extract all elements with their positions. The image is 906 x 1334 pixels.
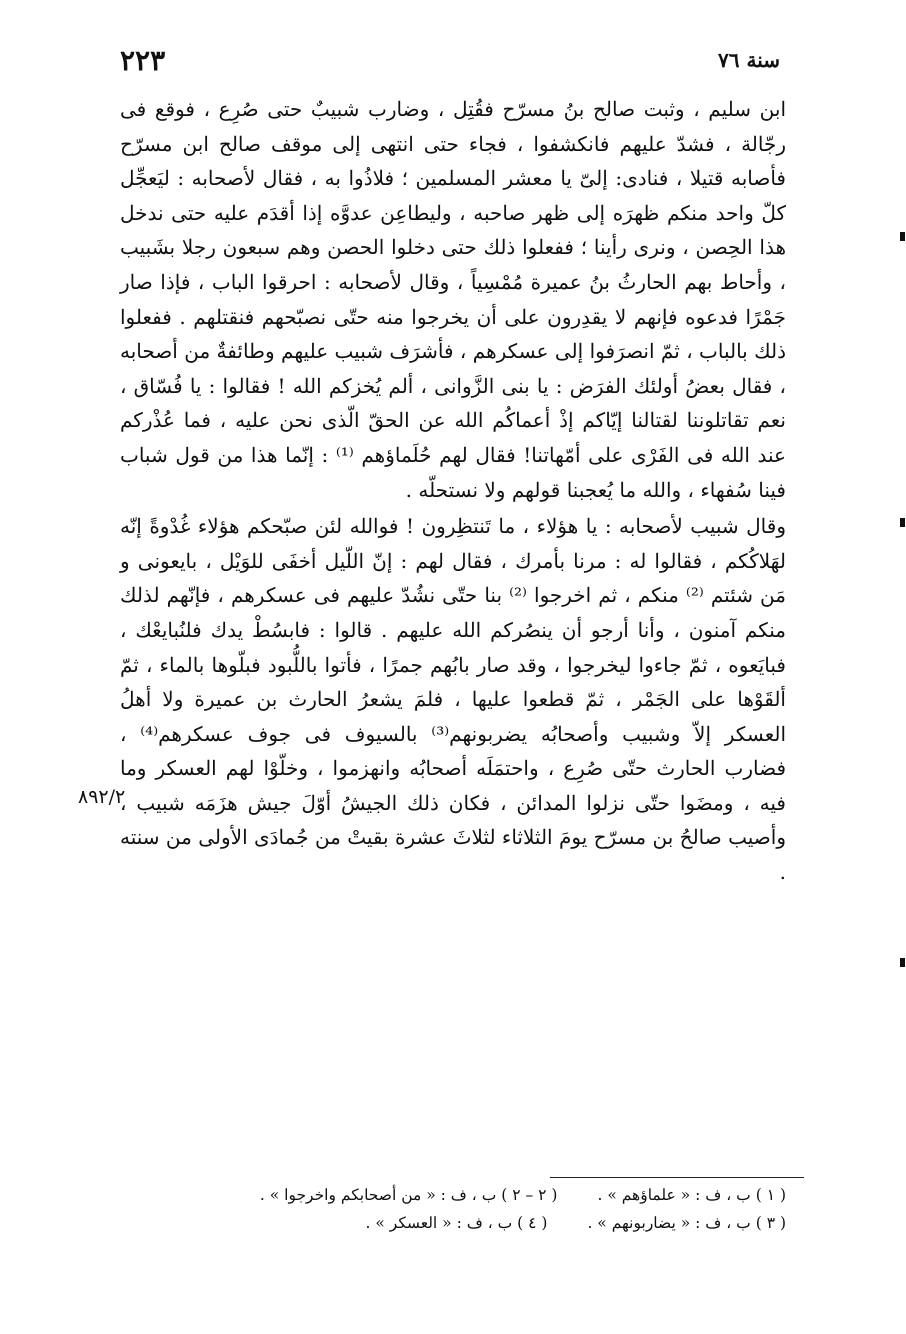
paragraph-2: وقال شبيب لأصحابه : يا هؤلاء ، ما تَنتظِرون ! فوالله لئن صبّحكم هؤلاء غُدْوةً إنّه لهَلاكُكم ، فقالوا له : مرنا بأمرك ، فقال لهم : إنّ اللّيل أخفَى للوَيْل ، بايعونى و مَن شئتم ⁽²⁾ منكم ، ثم اخرجوا ⁽²⁾ بنا حتّى نشُدّ عليهم فى عسكرهم ، فإنّهم لذلك منكم آمنون ، وأنا أرجو أن ينصُركم الله عليهم . قالوا : فابسُطْ يدك فلنُبايعْك ، فبايَعوه ، ثمّ جاءوا ليخرجوا ، وقد صار بابُهم جمرًا ، فأتوا باللُّبود فبلّوها بالماء ، ثمّ ألقَوْها على الجَمْر ، ثمّ قطعوا عليها ، فلمَ يشعرُ الحارث بن عميرة ولا أهلُ العسكر إلاّ وشبيب وأصحابُه يضربونهم⁽³⁾ بالسيوف فى جوف عسكرهم⁽⁴⁾ ، فضارب الحارث حتّى صُرِع ، واحتمَلَه أصحابُه وانهزموا ، وخلّوْا لهم العسكر وما فيه ، ومضَوا حتّى نزلوا المدائن ، فكان ذلك الجيشُ أوّلَ جيش هزَمَه شبيب ، وأصيب صالحُ بن مسرّح يومَ الثلاثاء لثلاثَ عشرة بقيتْ من جُمادَى الأولى من سنته . [120,514,786,885]
main-text [120,92,786,890]
edge-mark [900,518,905,527]
footnote-rule [550,1177,804,1178]
paragraph-1: ابن سليم ، وثبت صالح بنُ مسرّح فقُتِل ، وضارب شبيبٌ حتى صُرِع ، فوقع فى رجّالة ، فشدّ عليهم فانكشفوا ، فجاء حتى انتهى إلى موقف صالح ابن مسرّح فأصابه قتيلا ، فنادى: إلىّ يا معشر المسلمين ؛ فلاذُوا به ، فقال لأصحابه : ليَعجِّل كلّ واحد منكم ظهرَه إلى ظهر صاحبه ، وليطاعِن عدوَّه إذا أقدَم عليه حتى ندخل هذا الحِصن ، ونرى رأينا ؛ ففعلوا ذلك حتى دخلوا الحصن وهم سبعون رجلا بشَبيب ، وأحاط بهم الحارثُ بنُ عميرة مُمْسِياً ، وقال لأصحابه : احرقوا الباب ، فإذا صار جَمْرًا فدعوه فإنهم لا يقدِرون على أن يخرجوا منه حتّى نصبّحهم فنقتلهم . ففعلوا ذلك بالباب ، ثمّ انصرَفوا إلى عسكرهم ، فأشرَف شبيب عليهم وطائفةٌ من أصحابه ، فقال بعضُ أولئك الفرَض : يا بنى الزَّوانى ، ألم يُخزكم الله ! فقالوا : يا فُسّاق ، نعم تقاتلوننا لقتالنا إيّاكم إذْ أعماكُم الله عن الحقّ الّذى نحن عليه ، فما عُذْركم عند الله فى الفَرْى على أمّهاتنا! فقال لهم حُلَماؤهم ⁽¹⁾ : إنّما هذا من قول شباب فينا سُفهاء ، والله ما يُعجبنا قولهم ولا نستحلّه . [120,97,786,502]
footnote-3: ( ٣ ) ب ، ف : « يضاربونهم » . [587,1214,786,1232]
footnote-line-1 [120,1186,786,1204]
page-number: ٢٢٣ [120,43,166,77]
margin-reference: ٨٩٢/٢ [78,786,126,808]
edge-mark [900,958,905,967]
footnote-line-2 [120,1214,786,1232]
edge-mark [900,232,905,241]
footnote-1: ( ١ ) ب ، ف : « علماؤهم » . [597,1186,786,1204]
running-head-year: سنة ٧٦ [718,48,780,72]
running-header [120,40,780,80]
footnote-2: ( ٢ – ٢ ) ب ، ف : « من أصحابكم واخرجوا » . [259,1186,558,1204]
footnote-4: ( ٤ ) ب ، ف : « العسكر » . [365,1214,548,1232]
